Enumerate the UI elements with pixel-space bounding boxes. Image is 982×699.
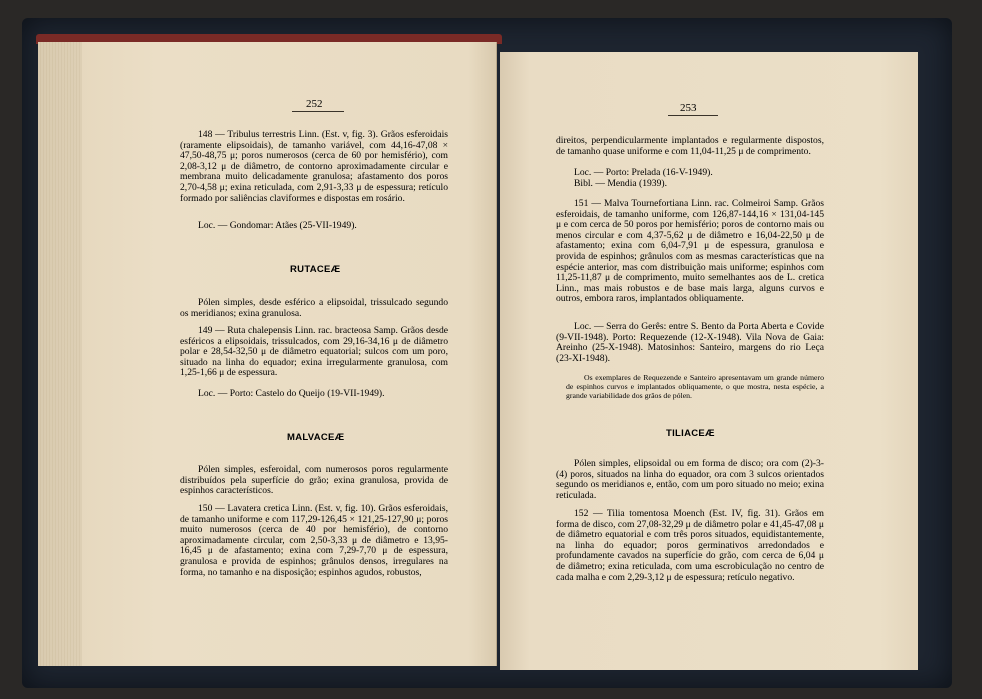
loc-148: Loc. — Gondomar: Atães (25-VII-1949). (198, 220, 357, 231)
page-number-rule (668, 115, 718, 116)
loc-149: Loc. — Porto: Castelo do Queijo (19-VII-1949). (198, 388, 385, 399)
heading-tiliaceae: TILIACEÆ (666, 428, 715, 439)
bibl-150: Bibl. — Mendia (1939). (574, 178, 667, 189)
entry-150: 150 — Lavatera cretica Linn. (Est. v, fig. 10). Grãos esferoidais, de tamanho uniforme e com 117,29-126,45 × 121,25-127,90 μ; poros muito numerosos (cerca de 40 por hemisfério), de contorno aproximadamente circular, com 2,50-3,33 μ de diâmetro e 13,95-16,45 μ de afastamento; exina com 7,29-7,70 μ de espessura, granulosa e provida de espinhos; grânulos densos, irregulares na forma, no tamanho e na disposição; espinhos agudos, robustos, (180, 503, 448, 578)
heading-malvaceae: MALVACEÆ (287, 432, 345, 443)
right-page-number: 253 (680, 102, 697, 114)
loc-151: Loc. — Serra do Gerês: entre S. Bento da Porta Aberta e Covide (9-VII-1948). Porto: Requezende (12-X-1948). Vila Nova de Gaia: Areinho (25-X-1948). Matosinhos: Santeiro, margens do rio Leça (23-XI-1948). (556, 321, 824, 364)
heading-rutaceae: RUTACEÆ (290, 264, 341, 275)
left-page-number: 252 (306, 98, 323, 110)
entry-152: 152 — Tilia tomentosa Moench (Est. IV, fig. 31). Grãos em forma de disco, com 27,08-32,29 μ de diâmetro polar e 41,45-47,08 μ de diâmetro equatorial e com três poros situados, equidistantemente, na linha do equador; poros germinativos arredondados e profundamente cavados na superfície do grão, com cerca de 6,04 μ de diâmetro; exina reticulada, com uma escrobiculação no centro de cada malha e com 2,29-3,12 μ de espessura; retículo negativo. (556, 508, 824, 583)
note-151: Os exemplares de Requezende e Santeiro apresentavam um grande número de espinhos curvos e implantados obliquamente, o que mostra, nesta espécie, a grande variabilidade dos grãos de pólen. (566, 373, 824, 400)
entry-150-continued: direitos, perpendicularmente implantados e regularmente dispostos, de tamanho quase uniforme e com 11,04-11,25 μ de comprimento. (556, 135, 824, 157)
tiliaceae-description: Pólen simples, elipsoidal ou em forma de disco; ora com (2)-3-(4) poros, situados na linha do equador, ora com 3 sulcos orientados segundo os meridianos e, então, com um poro situado no meio; exina reticulada. (556, 458, 824, 501)
rutaceae-description: Pólen simples, desde esférico a elipsoidal, trissulcado segundo os meridianos; exina granulosa. (180, 297, 448, 319)
entry-149: 149 — Ruta chalepensis Linn. rac. bracteosa Samp. Grãos desde esféricos a elipsoidais, trissulcados, com 29,16-34,16 μ de diâmetro polar e 28,54-32,50 μ de diâmetro equatorial; sulcos com um poro, situado na linha do equador; exina irregularmente granulosa, com 1,25-1,66 μ de espessura. (180, 325, 448, 379)
entry-148: 148 — Tribulus terrestris Linn. (Est. v, fig. 3). Grãos esferoidais (raramente elipsoidais), de tamanho variável, com 44,16-47,08 × 47,50-48,75 μ; poros numerosos (cerca de 60 por hemisfério), com 2,08-3,12 μ de diâmetro, de contorno aproximadamente circular e membrana muito delicadamente granulosa; afastamento dos poros 2,70-4,58 μ; exina reticulada, com 2,91-3,33 μ de espessura; retículo formado por saliências claviformes e dispostas em rosário. (180, 129, 448, 204)
malvaceae-description: Pólen simples, esferoidal, com numerosos poros regularmente distribuídos pela superfície do grão; exina granulosa, provida de espinhos característicos. (180, 464, 448, 497)
entry-151: 151 — Malva Tournefortiana Linn. rac. Colmeiroi Samp. Grãos esferoidais, de tamanho uniforme, com 126,87-144,16 × 131,04-145 μ e com cerca de 50 poros por hemisfério; poros de contorno mais ou menos circular e com 4,37-5,62 μ de diâmetro e 16,04-22,50 μ de afastamento; exina com 6,04-7,91 μ de espessura, granulosa e provida de espinhos; grânulos com as mesmas características que na espécie anterior, mas com distribuição mais uniforme; espinhos com 11,25-11,87 μ de comprimento, muito semelhantes aos de L. cretica Linn., mas mais robustos e de base mais larga, alguns curvos e outros, embora raros, implantados obliquamente. (556, 198, 824, 305)
loc-150: Loc. — Porto: Prelada (16-V-1949). (574, 167, 713, 178)
page-edges (38, 42, 82, 666)
page-number-rule (292, 111, 344, 112)
